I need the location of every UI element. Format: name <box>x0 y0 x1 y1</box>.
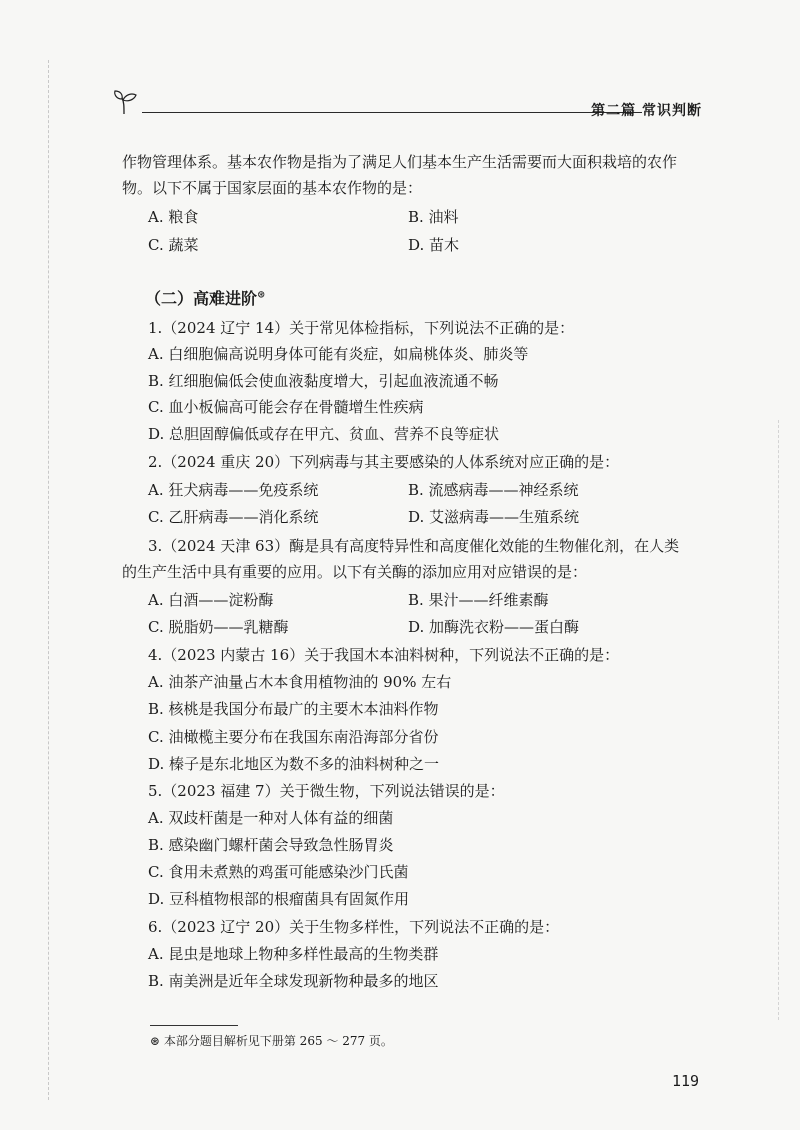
question-6-option-b: B. 南美洲是近年全球发现新物种最多的地区 <box>148 972 439 990</box>
question-6-stem: 6.（2023 辽宁 20）关于生物多样性，下列说法不正确的是： <box>148 918 560 936</box>
question-3-option-c: C. 脱脂奶——乳糖酶 <box>148 618 289 636</box>
page-edge-left <box>48 60 49 1100</box>
question-2-stem: 2.（2024 重庆 20）下列病毒与其主要感染的人体系统对应正确的是： <box>148 453 620 471</box>
leaf-sprout-icon <box>112 88 142 118</box>
footnote-mark: ⊛ <box>257 289 266 301</box>
question-3-option-a: A. 白酒——淀粉酶 <box>148 591 274 609</box>
intro-line-2: 物。以下不属于国家层面的基本农作物的是： <box>122 179 423 197</box>
intro-option-b: B. 油料 <box>408 208 459 226</box>
header-rule <box>142 112 642 113</box>
section-heading <box>145 286 265 309</box>
question-2-option-d: D. 艾滋病毒——生殖系统 <box>408 508 580 526</box>
footnote: ⊛ 本部分题目解析见下册第 265 ～ 277 页。 <box>150 1034 393 1048</box>
question-4-option-b: B. 核桃是我国分布最广的主要木本油料作物 <box>148 700 439 718</box>
page-number: 119 <box>672 1072 700 1090</box>
question-6-option-a: A. 昆虫是地球上物种多样性最高的生物类群 <box>148 945 439 963</box>
question-3-stem-line-2: 的生产生活中具有重要的应用。以下有关酶的添加应用对应错误的是： <box>122 563 588 581</box>
header-title: 第二篇 常识判断 <box>591 103 702 119</box>
intro-option-c: C. 蔬菜 <box>148 236 199 254</box>
question-5-option-a: A. 双歧杆菌是一种对人体有益的细菌 <box>148 809 394 827</box>
question-5-stem: 5.（2023 福建 7）关于微生物，下列说法错误的是： <box>148 782 505 800</box>
question-5-option-d: D. 豆科植物根部的根瘤菌具有固氮作用 <box>148 890 410 908</box>
question-4-option-a: A. 油茶产油量占木本食用植物油的 90% 左右 <box>148 673 452 691</box>
question-2-option-c: C. 乙肝病毒——消化系统 <box>148 508 319 526</box>
intro-option-a: A. 粮食 <box>148 208 199 226</box>
question-4-option-d: D. 榛子是东北地区为数不多的油料树种之一 <box>148 755 440 773</box>
question-1-option-c: C. 血小板偏高可能会存在骨髓增生性疾病 <box>148 398 424 416</box>
running-header <box>112 88 702 128</box>
question-2-option-a: A. 狂犬病毒——免疫系统 <box>148 481 319 499</box>
question-3-option-d: D. 加酶洗衣粉——蛋白酶 <box>408 618 580 636</box>
question-4-stem: 4.（2023 内蒙古 16）关于我国木本油料树种，下列说法不正确的是： <box>148 646 620 664</box>
question-3-stem-line-1: 3.（2024 天津 63）酶是具有高度特异性和高度催化效能的生物催化剂，在人类 <box>148 537 680 555</box>
question-1-option-b: B. 红细胞偏低会使血液黏度增大，引起血液流通不畅 <box>148 372 499 390</box>
question-5-option-c: C. 食用未煮熟的鸡蛋可能感染沙门氏菌 <box>148 863 409 881</box>
section-title: （二）高难进阶 <box>145 289 258 308</box>
question-1-option-d: D. 总胆固醇偏低或存在甲亢、贫血、营养不良等症状 <box>148 425 500 443</box>
footnote-rule <box>150 1025 238 1026</box>
intro-option-d: D. 苗木 <box>408 236 460 254</box>
question-3-option-b: B. 果汁——纤维素酶 <box>408 591 549 609</box>
question-5-option-b: B. 感染幽门螺杆菌会导致急性肠胃炎 <box>148 836 394 854</box>
page-edge-right <box>778 420 779 1020</box>
intro-line-1: 作物管理体系。基本农作物是指为了满足人们基本生产生活需要而大面积栽培的农作 <box>122 153 678 171</box>
question-1-stem: 1.（2024 辽宁 14）关于常见体检指标，下列说法不正确的是： <box>148 319 575 337</box>
question-4-option-c: C. 油橄榄主要分布在我国东南沿海部分省份 <box>148 728 439 746</box>
question-2-option-b: B. 流感病毒——神经系统 <box>408 481 579 499</box>
question-1-option-a: A. 白细胞偏高说明身体可能有炎症，如扁桃体炎、肺炎等 <box>148 345 529 363</box>
